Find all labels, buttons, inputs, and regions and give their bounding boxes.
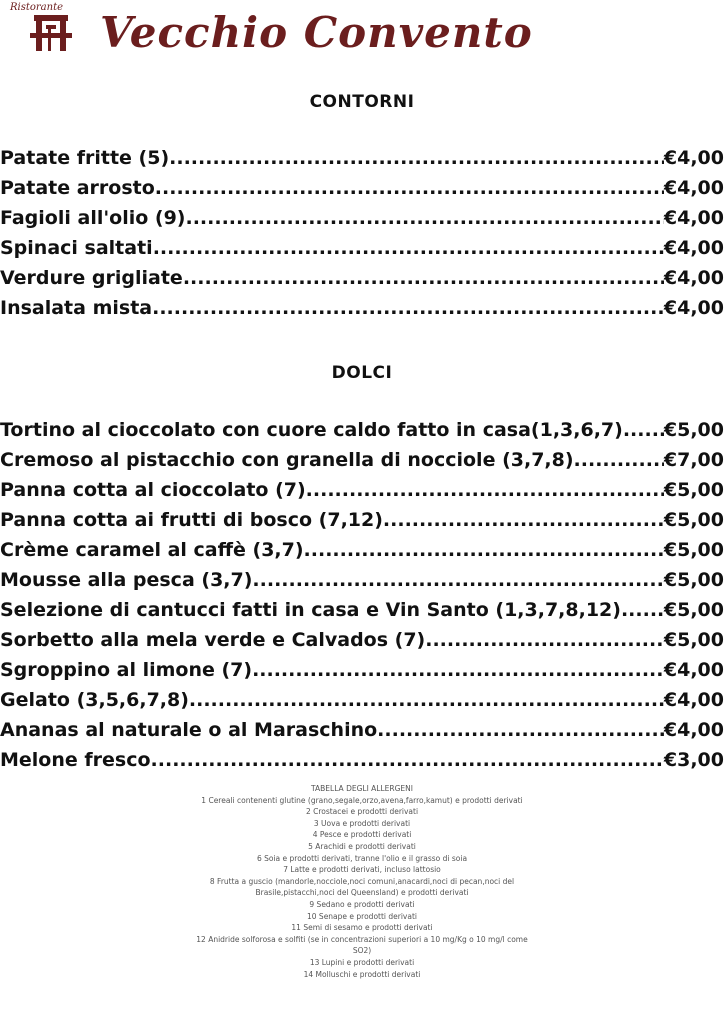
dot-leader [252, 659, 664, 681]
menu-item-price: €5,00 [663, 539, 724, 561]
contorni-menu-item [0, 237, 724, 267]
dolci-menu-item [0, 479, 724, 509]
menu-item-name: Ananas al naturale o al Maraschino [0, 719, 378, 741]
dolci-menu-item [0, 449, 724, 479]
allergen-line: 12 Anidride solforosa e solfiti (se in concentrazioni superiori a 10 mg/Kg o 10 mg/l come SO2) [196, 934, 528, 956]
contorni-menu-item [0, 207, 724, 237]
allergen-line: 13 Lupini e prodotti derivati [309, 957, 415, 967]
dot-leader [377, 719, 664, 741]
menu-item-price: €5,00 [663, 629, 724, 651]
allergen-line: 11 Semi di sesamo e prodotti derivati [291, 923, 433, 933]
dot-leader [169, 147, 664, 169]
dolci-menu-item [0, 689, 724, 719]
menu-item-name: Patate fritte (5) [0, 147, 170, 169]
dolci-heading: DOLCI [331, 363, 393, 383]
menu-item-price: €7,00 [663, 449, 724, 471]
allergen-line: 3 Uova e prodotti derivati [313, 818, 411, 828]
dot-leader [252, 569, 663, 591]
menu-item-price: €4,00 [663, 689, 724, 711]
dot-leader [383, 509, 664, 531]
menu-item-name: Cremoso al pistacchio con granella di nocciole (3,7,8) [0, 449, 574, 471]
dot-leader [151, 749, 664, 771]
allergen-line: 5 Arachidi e prodotti derivati [308, 841, 416, 851]
contorni-menu-item [0, 267, 724, 297]
menu-item-price: €4,00 [663, 147, 724, 169]
menu-item-name: Spinaci saltati [0, 237, 153, 259]
allergen-line: 2 Crostacei e prodotti derivati [305, 807, 419, 817]
dolci-menu-item [0, 569, 724, 599]
menu-item-name: Patate arrosto [0, 177, 155, 199]
dolci-menu-item [0, 629, 724, 659]
restaurant-logo [0, 0, 724, 62]
dolci-menu-item [0, 599, 724, 629]
contorni-list [0, 147, 724, 327]
menu-item-price: €5,00 [663, 569, 724, 591]
allergen-line: 4 Pesce e prodotti derivati [312, 830, 412, 840]
dot-leader [306, 479, 664, 501]
logo-tagline: Ristorante [10, 2, 64, 13]
menu-item-name: Verdure grigliate [0, 267, 183, 289]
dot-leader [574, 449, 664, 471]
dolci-menu-item [0, 539, 724, 569]
allergen-line: 14 Molluschi e prodotti derivati [303, 969, 421, 979]
dot-leader [153, 237, 664, 259]
contorni-heading: CONTORNI [309, 92, 415, 112]
dolci-menu-item [0, 719, 724, 749]
menu-item-price: €4,00 [663, 659, 724, 681]
menu-item-name: Tortino al cioccolato con cuore caldo fatto in casa(1,3,6,7) [0, 419, 623, 441]
allergen-line: 9 Sedano e prodotti derivati [309, 899, 415, 909]
dot-leader [304, 539, 664, 561]
dolci-list [0, 419, 724, 779]
dolci-menu-item [0, 509, 724, 539]
dot-leader [189, 689, 664, 711]
dot-leader [152, 297, 664, 319]
allergen-line: 6 Soia e prodotti derivati, tranne l'olio e il grasso di soia [256, 853, 468, 863]
menu-item-price: €4,00 [663, 719, 724, 741]
menu-item-name: Panna cotta al cioccolato (7) [0, 479, 306, 501]
allergen-table [195, 783, 529, 980]
allergen-line: 10 Senape e prodotti derivati [307, 911, 417, 921]
menu-item-name: Fagioli all'olio (9) [0, 207, 186, 229]
menu-item-price: €4,00 [663, 237, 724, 259]
dot-leader [621, 599, 664, 621]
dot-leader [183, 267, 664, 289]
menu-item-price: €4,00 [663, 207, 724, 229]
menu-item-name: Selezione di cantucci fatti in casa e Vin Santo (1,3,7,8,12) [0, 599, 621, 621]
dot-leader [155, 177, 664, 199]
menu-item-name: Mousse alla pesca (3,7) [0, 569, 253, 591]
contorni-menu-item [0, 147, 724, 177]
allergen-line: 8 Frutta a guscio (mandorle,nocciole,noci comuni,anacardi,noci di pecan,noci del Brasile,pistacchi,noci del Queensland) e prodotti derivati [209, 876, 515, 898]
menu-item-name: Gelato (3,5,6,7,8) [0, 689, 189, 711]
dot-leader [623, 419, 664, 441]
menu-item-name: Insalata mista [0, 297, 153, 319]
restaurant-name: Vecchio Convento [100, 8, 533, 57]
menu-item-price: €5,00 [663, 509, 724, 531]
menu-item-price: €5,00 [663, 479, 724, 501]
contorni-menu-item [0, 177, 724, 207]
table-chair-icon [26, 11, 76, 55]
dot-leader [425, 629, 664, 651]
menu-item-price: €5,00 [663, 419, 724, 441]
menu-item-name: Panna cotta ai frutti di bosco (7,12) [0, 509, 383, 531]
dolci-menu-item [0, 659, 724, 689]
menu-item-name: Crème caramel al caffè (3,7) [0, 539, 304, 561]
dolci-menu-item [0, 749, 724, 779]
dot-leader [186, 207, 664, 229]
dolci-menu-item [0, 419, 724, 449]
contorni-menu-item [0, 297, 724, 327]
menu-item-price: €4,00 [663, 297, 724, 319]
menu-item-price: €5,00 [663, 599, 724, 621]
menu-item-price: €4,00 [663, 267, 724, 289]
menu-item-name: Sorbetto alla mela verde e Calvados (7) [0, 629, 426, 651]
allergen-line: 1 Cereali contenenti glutine (grano,segale,orzo,avena,farro,kamut) e prodotti derivati [201, 795, 523, 805]
menu-item-name: Sgroppino al limone (7) [0, 659, 253, 681]
menu-item-name: Melone fresco [0, 749, 151, 771]
menu-item-price: €3,00 [663, 749, 724, 771]
allergen-title: TABELLA DEGLI ALLERGENI [311, 784, 413, 793]
menu-item-price: €4,00 [663, 177, 724, 199]
allergen-line: 7 Latte e prodotti derivati, incluso lattosio [283, 865, 441, 875]
